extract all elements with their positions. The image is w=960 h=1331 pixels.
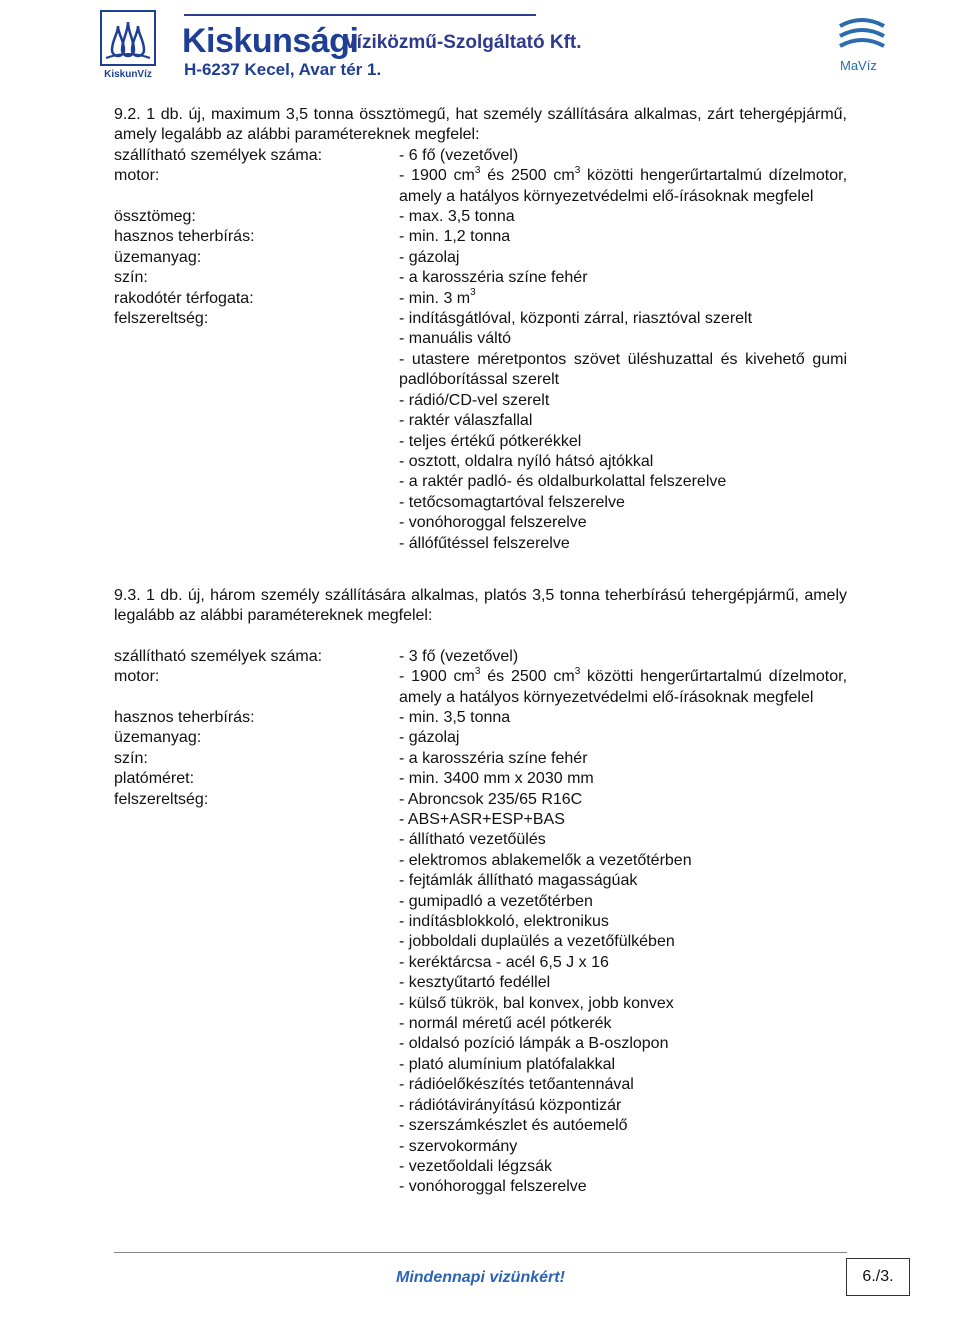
equipment-item: - gumipadló a vezetőtérben bbox=[399, 892, 593, 910]
spec-label: szín: bbox=[114, 269, 148, 287]
spec-label: hasznos teherbírás: bbox=[114, 708, 255, 726]
equipment-item: - utastere méretpontos szövet üléshuzattal és kivehető gumi padlóborítással szerelt bbox=[399, 350, 847, 389]
equipment-item: - külső tükrök, bal konvex, jobb konvex bbox=[399, 994, 674, 1012]
engine-text: - 1900 cm bbox=[399, 668, 475, 686]
superscript: 3 bbox=[574, 665, 581, 677]
page-number: 6./3. bbox=[846, 1258, 910, 1296]
right-logo-text: MaVíz bbox=[840, 58, 877, 73]
spec-label: szín: bbox=[114, 749, 148, 767]
spec-value: - gázolaj bbox=[399, 729, 460, 747]
equipment-item: - jobboldali duplaülés a vezetőfülkében bbox=[399, 933, 675, 951]
spec-row bbox=[114, 647, 847, 667]
spec-row bbox=[114, 667, 847, 708]
superscript: 3 bbox=[470, 287, 476, 299]
left-logo-text: KiskunVíz bbox=[104, 69, 152, 80]
document-body bbox=[114, 105, 847, 1198]
kiskunviz-logo-icon bbox=[100, 10, 156, 80]
equipment-item: - fejtámlák állítható magasságúak bbox=[399, 872, 638, 890]
equipment-item: - indításblokkoló, elektronikus bbox=[399, 913, 609, 931]
engine-text: - 1900 cm bbox=[399, 167, 475, 185]
spec-label: rakodótér térfogata: bbox=[114, 289, 254, 307]
spec-row bbox=[114, 268, 847, 288]
equipment-item: - szerszámkészlet és autóemelő bbox=[399, 1117, 628, 1135]
spec-row bbox=[114, 790, 847, 1198]
spec-row bbox=[114, 146, 847, 166]
equipment-item: - vonóhoroggal felszerelve bbox=[399, 1178, 587, 1196]
spec-row bbox=[114, 289, 847, 309]
equipment-item: - állítható vezetőülés bbox=[399, 831, 546, 849]
equipment-item: - kesztyűtartó fedéllel bbox=[399, 974, 551, 992]
brand-rule bbox=[184, 14, 536, 16]
spec-row bbox=[114, 248, 847, 268]
equipment-item: - állófűtéssel felszerelve bbox=[399, 534, 570, 552]
equipment-list bbox=[399, 309, 847, 554]
equipment-item: - vezetőoldali légzsák bbox=[399, 1157, 552, 1175]
spec-value: - gázolaj bbox=[399, 248, 460, 266]
equipment-item: - plató alumínium platófalakkal bbox=[399, 1055, 616, 1073]
spec-value: - 3 fő (vezetővel) bbox=[399, 647, 519, 665]
cargo-text: - min. 3 m bbox=[399, 289, 471, 307]
section-9-3-intro: 9.3. 1 db. új, három személy szállítására alkalmas, platós 3,5 tonna teherbírású tehergépjármű, amely legalább az alábbi paramétereknek megfelel: bbox=[114, 586, 847, 625]
engine-text: közötti hengerűrtartalmú dízelmotor, amely a hatályos környezetvédelmi elő-írásoknak megfelel bbox=[399, 668, 848, 706]
spec-label: szállítható személyek száma: bbox=[114, 647, 323, 665]
spec-label: össztömeg: bbox=[114, 208, 196, 226]
equipment-item: - a raktér padló- és oldalburkolattal felszerelve bbox=[399, 473, 727, 491]
footer-rule bbox=[114, 1252, 847, 1253]
spec-value: - min. 1,2 tonna bbox=[399, 228, 511, 246]
equipment-item: - teljes értékű pótkerékkel bbox=[399, 432, 582, 450]
superscript: 3 bbox=[474, 665, 481, 677]
spec-label: felszereltség: bbox=[114, 790, 209, 808]
equipment-item: - raktér válaszfallal bbox=[399, 412, 533, 430]
equipment-item: - Abroncsok 235/65 R16C bbox=[399, 790, 583, 808]
brand-address: H-6237 Kecel, Avar tér 1. bbox=[184, 60, 382, 79]
spec-row bbox=[114, 769, 847, 789]
spec-row bbox=[114, 749, 847, 769]
spec-label: üzemanyag: bbox=[114, 729, 202, 747]
equipment-item: - manuális váltó bbox=[399, 330, 512, 348]
spec-value: - min. 3,5 tonna bbox=[399, 708, 511, 726]
spec-row bbox=[114, 207, 847, 227]
spec-value bbox=[399, 667, 847, 708]
spec-label: platóméret: bbox=[114, 770, 195, 788]
spec-value: - min. 3400 mm x 2030 mm bbox=[399, 770, 594, 788]
engine-text: és 2500 cm bbox=[480, 668, 575, 686]
equipment-item: - tetőcsomagtartóval felszerelve bbox=[399, 493, 625, 511]
spec-value: - max. 3,5 tonna bbox=[399, 208, 515, 226]
equipment-item: - indításgátlóval, központi zárral, riasztóval szerelt bbox=[399, 310, 753, 328]
equipment-item: - oldalsó pozíció lámpák a B-oszlopon bbox=[399, 1035, 669, 1053]
spec-value: - a karosszéria színe fehér bbox=[399, 269, 588, 287]
spec-row bbox=[114, 708, 847, 728]
spec-label: üzemanyag: bbox=[114, 248, 202, 266]
brand-subtitle: Víziközmű-Szolgáltató Kft. bbox=[344, 32, 582, 53]
spec-value: - a karosszéria színe fehér bbox=[399, 749, 588, 767]
page-header bbox=[100, 10, 890, 85]
spec-row bbox=[114, 728, 847, 748]
spec-row bbox=[114, 166, 847, 207]
equipment-item: - rádiótávirányítású központizár bbox=[399, 1096, 622, 1114]
equipment-item: - elektromos ablakemelők a vezetőtérben bbox=[399, 851, 692, 869]
spec-label: motor: bbox=[114, 167, 160, 185]
equipment-item: - szervokormány bbox=[399, 1137, 518, 1155]
spec-row bbox=[114, 227, 847, 247]
brand-name: Kiskunsági bbox=[182, 22, 359, 60]
superscript: 3 bbox=[574, 164, 581, 176]
equipment-item: - rádió/CD-vel szerelt bbox=[399, 391, 550, 409]
equipment-item: - keréktárcsa - acél 6,5 J x 16 bbox=[399, 953, 609, 971]
superscript: 3 bbox=[474, 164, 481, 176]
engine-text: közötti hengerűrtartalmú dízelmotor, amely a hatályos környezetvédelmi elő-írásoknak megfelel bbox=[399, 167, 848, 205]
spec-value bbox=[399, 289, 847, 309]
section-9-2-intro: 9.2. 1 db. új, maximum 3,5 tonna össztömegű, hat személy szállítására alkalmas, zárt tehergépjármű, amely legalább az alábbi paramétereknek megfelel: bbox=[114, 106, 847, 144]
equipment-item: - osztott, oldalra nyíló hátsó ajtókkal bbox=[399, 452, 654, 470]
spec-value bbox=[399, 166, 847, 207]
spec-label: hasznos teherbírás: bbox=[114, 228, 255, 246]
equipment-item: - vonóhoroggal felszerelve bbox=[399, 514, 587, 532]
spec-label: szállítható személyek száma: bbox=[114, 146, 323, 164]
equipment-item: - rádióelőkészítés tetőantennával bbox=[399, 1076, 634, 1094]
equipment-item: - normál méretű acél pótkerék bbox=[399, 1015, 612, 1033]
engine-text: és 2500 cm bbox=[480, 167, 575, 185]
spec-row bbox=[114, 309, 847, 554]
spec-label: felszereltség: bbox=[114, 310, 209, 328]
footer-slogan: Mindennapi vizünkért! bbox=[396, 1269, 565, 1286]
spec-label: motor: bbox=[114, 668, 160, 686]
equipment-item: - ABS+ASR+ESP+BAS bbox=[399, 811, 565, 828]
spec-value: - 6 fő (vezetővel) bbox=[399, 146, 519, 164]
equipment-list bbox=[399, 790, 847, 1198]
